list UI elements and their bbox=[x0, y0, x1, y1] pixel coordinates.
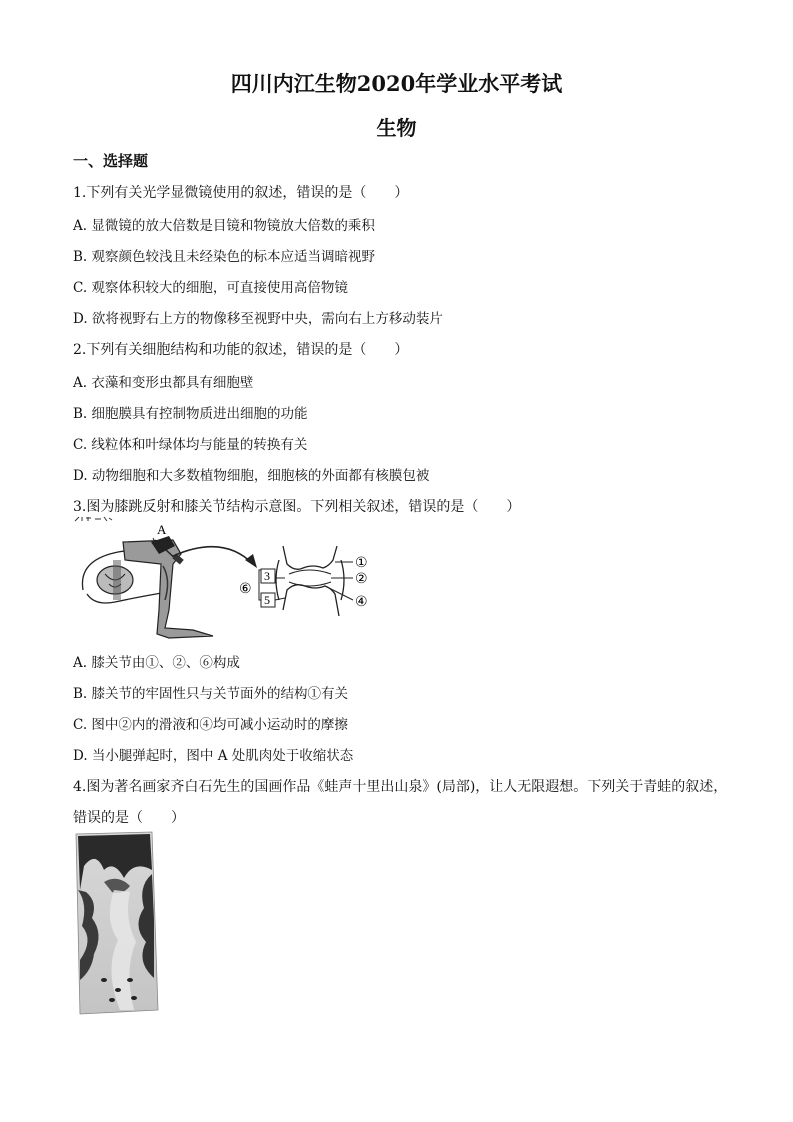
question-1-option-d: D. 欲将视野右上方的物像移至视野中央，需向右上方移动装片 bbox=[73, 311, 443, 327]
knee-reflex-diagram bbox=[73, 520, 393, 645]
question-3-option-d: D. 当小腿弹起时，图中 A 处肌肉处于收缩状态 bbox=[73, 748, 354, 764]
frog-painting-image bbox=[74, 830, 164, 1015]
label-4: ④ bbox=[355, 594, 368, 610]
label-1: ① bbox=[355, 555, 368, 571]
question-2-option-d: D. 动物细胞和大多数植物细胞，细胞核的外面都有核膜包被 bbox=[73, 468, 430, 484]
question-1-option-c: C. 观察体积较大的细胞，可直接使用高倍物镜 bbox=[73, 280, 348, 296]
question-2-option-c: C. 线粒体和叶绿体均与能量的转换有关 bbox=[73, 437, 308, 453]
reflex-arc-illustration bbox=[82, 522, 257, 638]
label-a: A bbox=[157, 522, 167, 537]
question-2-option-b: B. 细胞膜具有控制物质进出细胞的功能 bbox=[73, 406, 308, 422]
section-heading: 一、选择题 bbox=[73, 152, 149, 170]
document-subtitle: 生物 bbox=[376, 116, 417, 140]
question-2-option-a: A. 衣藻和变形虫都具有细胞壁 bbox=[73, 375, 254, 391]
spinal-cord-icon bbox=[97, 560, 133, 600]
label-3: 3 bbox=[264, 569, 270, 583]
knee-joint-diagram bbox=[239, 546, 368, 616]
question-4-stem-line-2: 错误的是（ ） bbox=[73, 810, 185, 826]
question-1-option-a: A. 显微镜的放大倍数是目镜和物镜放大倍数的乘积 bbox=[73, 218, 375, 234]
question-1-option-b: B. 观察颜色较浅且未经染色的标本应适当调暗视野 bbox=[73, 249, 376, 265]
question-2-stem: 2.下列有关细胞结构和功能的叙述，错误的是（ ） bbox=[73, 342, 409, 358]
label-6: ⑥ bbox=[239, 581, 252, 597]
question-4-stem-line-1: 4.图为著名画家齐白石先生的国画作品《蛙声十里出山泉》(局部)，让人无限遐想。下列关于青蛙的叙述， bbox=[73, 779, 728, 795]
question-3-option-b: B. 膝关节的牢固性只与关节面外的结构①有关 bbox=[73, 686, 349, 702]
question-3-option-a: A. 膝关节由①、②、⑥构成 bbox=[73, 655, 240, 671]
label-5: 5 bbox=[264, 593, 270, 607]
arrow-icon bbox=[173, 547, 257, 568]
question-1-stem: 1.下列有关光学显微镜使用的叙述，错误的是（ ） bbox=[73, 185, 409, 201]
question-3-option-c: C. 图中②内的滑液和④均可减小运动时的摩擦 bbox=[73, 717, 348, 733]
question-3-stem: 3.图为膝跳反射和膝关节结构示意图。下列相关叙述，错误的是（ ） bbox=[73, 499, 521, 515]
label-2: ② bbox=[355, 571, 368, 587]
document-title: 四川内江生物2020年学业水平考试 bbox=[230, 71, 563, 96]
